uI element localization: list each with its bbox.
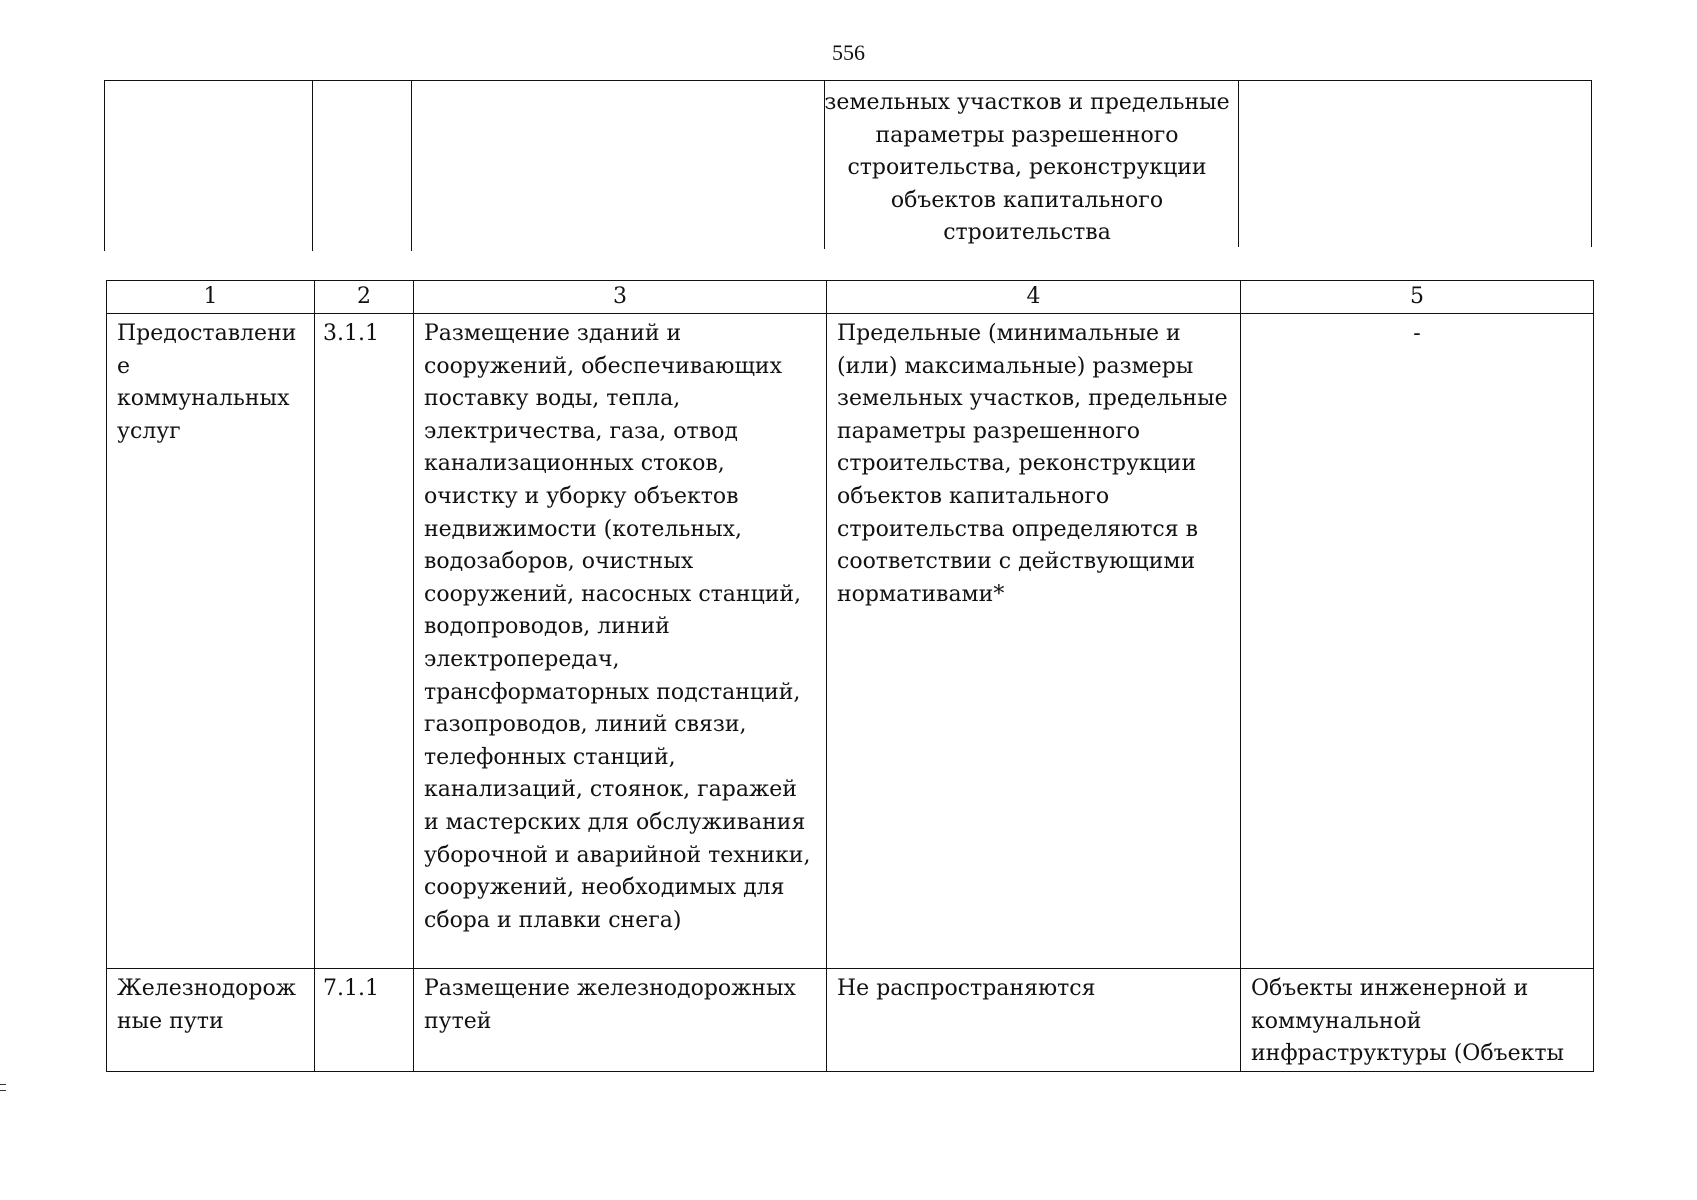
use-type-description: Размещение зданий и сооружений, обеспечивающих поставку воды, тепла, электричества, газа, отвод канализационных стоков, очистку и уборку объектов недвижимости (котельных, водозаборов, очистных сооружений, насосных станций, водопроводов, линий электропередач, трансформаторных подстанций, газопроводов, линий связи, телефонных станций, канализаций, стоянок, гаражей и мастерских для обслуживания уборочной и аварийной техники, сооружений, необходимых для сбора и плавки снега) bbox=[414, 314, 827, 969]
scan-mark bbox=[0, 1084, 6, 1085]
column-number-row bbox=[107, 281, 1594, 314]
use-type-name bbox=[107, 314, 315, 969]
column-divider bbox=[1238, 81, 1239, 247]
use-type-code: 3.1.1 bbox=[315, 314, 414, 969]
column-number: 4 bbox=[827, 281, 1241, 314]
column-number: 2 bbox=[315, 281, 414, 314]
column-number: 1 bbox=[107, 281, 315, 314]
column-divider bbox=[104, 81, 105, 251]
use-type-code: 7.1.1 bbox=[315, 969, 414, 1072]
land-use-table bbox=[106, 280, 1594, 1072]
scan-mark bbox=[0, 1090, 6, 1091]
use-type-description: Размещение железнодорожных путей bbox=[414, 969, 827, 1072]
column-number: 5 bbox=[1241, 281, 1594, 314]
column-divider bbox=[411, 81, 412, 251]
column-divider bbox=[1591, 81, 1592, 247]
page-number: 556 bbox=[832, 40, 865, 65]
restrictions: Объекты инженерной и коммунальной инфраструктуры (Объекты bbox=[1241, 969, 1594, 1072]
column-divider bbox=[312, 81, 313, 251]
use-type-name-text: Предоставлени е коммунальных услуг bbox=[117, 321, 297, 444]
use-type-name-text: Железнодорож ные пути bbox=[117, 976, 296, 1034]
use-type-name bbox=[107, 969, 315, 1072]
continued-table-fragment bbox=[104, 80, 1592, 251]
column-number: 3 bbox=[414, 281, 827, 314]
table-row bbox=[107, 969, 1594, 1072]
restrictions: - bbox=[1241, 314, 1594, 969]
table-row bbox=[107, 314, 1594, 969]
limit-parameters: Не распространяются bbox=[827, 969, 1241, 1072]
limit-parameters: Предельные (минимальные и (или) максимальные) размеры земельных участков, предельные параметры разрешенного строительства, реконструкции объектов капитального строительства определяются в соответствии с действующими нормативами* bbox=[827, 314, 1241, 969]
continued-cell-text: земельных участков и предельные параметры разрешенного строительства, реконструкции объектов капитального строительства bbox=[824, 90, 1230, 245]
